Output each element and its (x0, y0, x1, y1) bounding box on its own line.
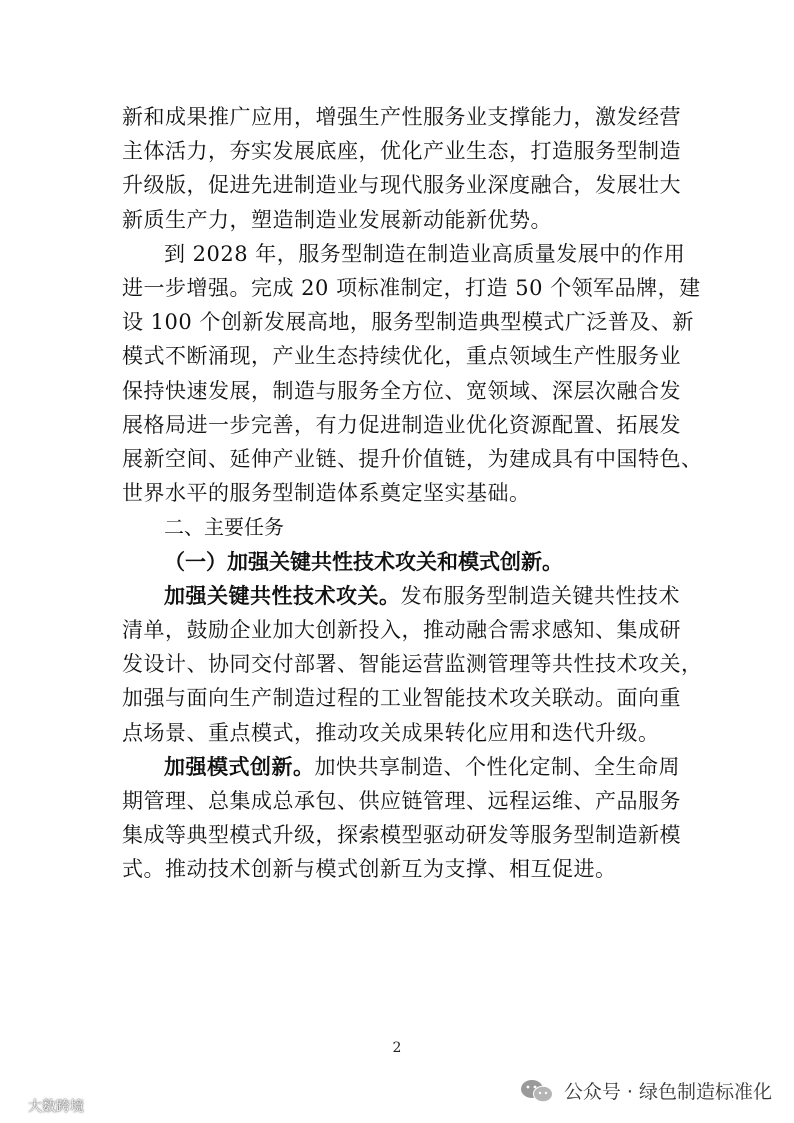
subsection-heading: （一）加强关键共性技术攻关和模式创新。 (164, 548, 563, 574)
paragraph-line: 展格局进一步完善，有力促进制造业优化资源配置、拓展发 (122, 412, 681, 437)
paragraph-line: 保持快速发展，制造与服务全方位、宽领域、深层次融合发 (122, 378, 681, 403)
corner-watermark (6, 1096, 84, 1116)
paragraph-4 (122, 750, 681, 887)
paragraph-line: 清单，鼓励企业加大创新投入，推动融合需求感知、集成研 (122, 618, 681, 643)
corner-watermark-text: 大数跨境 (28, 1099, 84, 1115)
wechat-watermark-text: 公众号 · 绿色制造标准化 (563, 1081, 772, 1103)
paragraph-2 (122, 237, 703, 511)
paragraph-line: 进一步增强。完成 20 项标准制定，打造 50 个领军品牌，建 (122, 276, 701, 301)
section-heading: 二、主要任务 (164, 515, 284, 540)
paragraph-line: 展新空间、延伸产业链、提升价值链，为建成具有中国特色、 (122, 447, 703, 472)
paragraph-line: 集成等典型模式升级，探索模型驱动研发等服务型制造新模 (122, 823, 681, 848)
paragraph-line: 式。推动技术创新与模式创新互为支撑、相互促进。 (122, 857, 617, 882)
paragraph-line: 发设计、协同交付部署、智能运营监测管理等共性技术攻关， (122, 652, 703, 677)
paragraph-lead-in: 加强关键共性技术攻关。 (164, 582, 401, 608)
wechat-icon (520, 1079, 554, 1103)
paragraph-first-line (122, 579, 678, 613)
paragraph-lead-in: 加强模式创新。 (164, 753, 315, 779)
paragraph-1 (122, 100, 681, 237)
paragraph-line: 加强与面向生产制造过程的工业智能技术攻关联动。面向重 (122, 686, 681, 711)
paragraph-line: 点场景、重点模式，推动攻关成果转化应用和迭代升级。 (122, 720, 660, 745)
page-number: 2 (392, 1040, 402, 1056)
paragraph-line: 模式不断涌现，产业生态持续优化，重点领域生产性服务业 (122, 344, 681, 369)
paragraph-first-line (122, 750, 678, 784)
paragraph-3 (122, 579, 703, 750)
paragraph-text: 发布服务型制造关键共性技术 (400, 583, 680, 608)
paragraph-line: 升级版，促进先进制造业与现代服务业深度融合，发展壮大 (122, 173, 681, 198)
paragraph-line: 新质生产力，塑造制造业发展新动能新优势。 (122, 207, 552, 232)
page-content (122, 100, 703, 887)
paragraph-line: 新和成果推广应用，增强生产性服务业支撑能力，激发经营 (122, 105, 681, 129)
paragraph-line: 期管理、总集成总承包、供应链管理、远程运维、产品服务 (122, 789, 681, 814)
paragraph-line: 到 2028 年，服务型制造在制造业高质量发展中的作用 (164, 241, 686, 266)
paragraph-line: 设 100 个创新发展高地，服务型制造典型模式广泛普及、新 (122, 310, 694, 335)
brand-logo-icon (6, 1097, 26, 1115)
paragraph-line: 主体活力，夯实发展底座，优化产业生态，打造服务型制造 (122, 139, 681, 164)
paragraph-line: 世界水平的服务型制造体系奠定坚实基础。 (122, 481, 531, 506)
wechat-watermark (520, 1077, 772, 1104)
paragraph-text: 加快共享制造、个性化定制、全生命周 (314, 754, 680, 779)
